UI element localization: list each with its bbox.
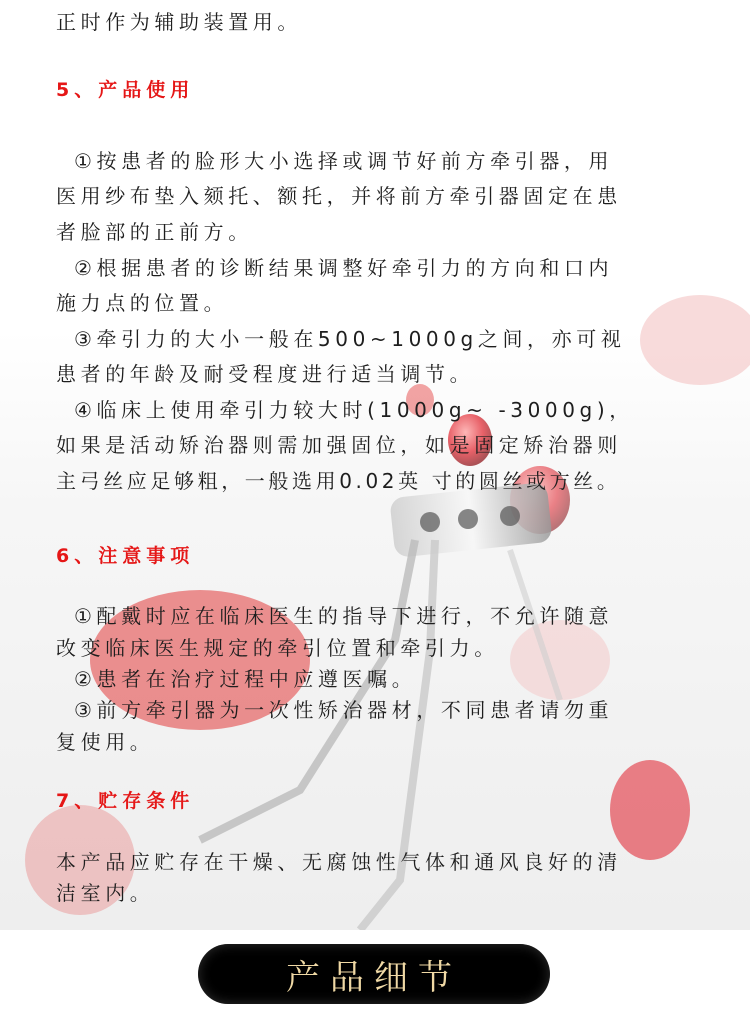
section-7-line: 洁室内。 — [56, 881, 155, 905]
section-5-line: ②根据患者的诊断结果调整好牵引力的方向和口内 — [74, 256, 614, 280]
section-5-line: ③牵引力的大小一般在500~1000g之间，亦可视 — [74, 327, 626, 351]
intro-tail-text: 正时作为辅助装置用。 — [56, 10, 302, 34]
section-5-line: ①按患者的脸形大小选择或调节好前方牵引器，用 — [74, 149, 614, 173]
section-6-line: 改变临床医生规定的牵引位置和牵引力。 — [56, 636, 499, 660]
section-5-line: ④临床上使用牵引力较大时(1000g~ -3000g)， — [74, 398, 634, 422]
section-6-line: ③前方牵引器为一次性矫治器材，不同患者请勿重 — [74, 698, 614, 722]
section-5-line: 医用纱布垫入颏托、额托，并将前方牵引器固定在患 — [56, 184, 622, 208]
section-5-line: 者脸部的正前方。 — [56, 220, 253, 244]
section-5-line: 患者的年龄及耐受程度进行适当调节。 — [56, 362, 475, 386]
banner-label: 产品细节 — [286, 957, 462, 998]
section-5-line: 如果是活动矫治器则需加强固位，如是固定矫治器则 — [56, 433, 622, 457]
section-5-line: 主弓丝应足够粗，一般选用0.02英 寸的圆丝或方丝。 — [56, 469, 621, 493]
section-6-line: ②患者在治疗过程中应遵医嘱。 — [74, 667, 417, 691]
section-5-heading: 5、产品使用 — [56, 79, 195, 101]
section-7-heading: 7、贮存条件 — [56, 790, 195, 812]
section-6-heading: 6、注意事项 — [56, 545, 195, 567]
section-5-line: 施力点的位置。 — [56, 291, 229, 315]
section-6-line: 复使用。 — [56, 730, 155, 754]
section-7-line: 本产品应贮存在干燥、无腐蚀性气体和通风良好的清 — [56, 850, 622, 874]
section-6-line: ①配戴时应在临床医生的指导下进行，不允许随意 — [74, 604, 614, 628]
product-details-banner — [198, 944, 550, 1004]
